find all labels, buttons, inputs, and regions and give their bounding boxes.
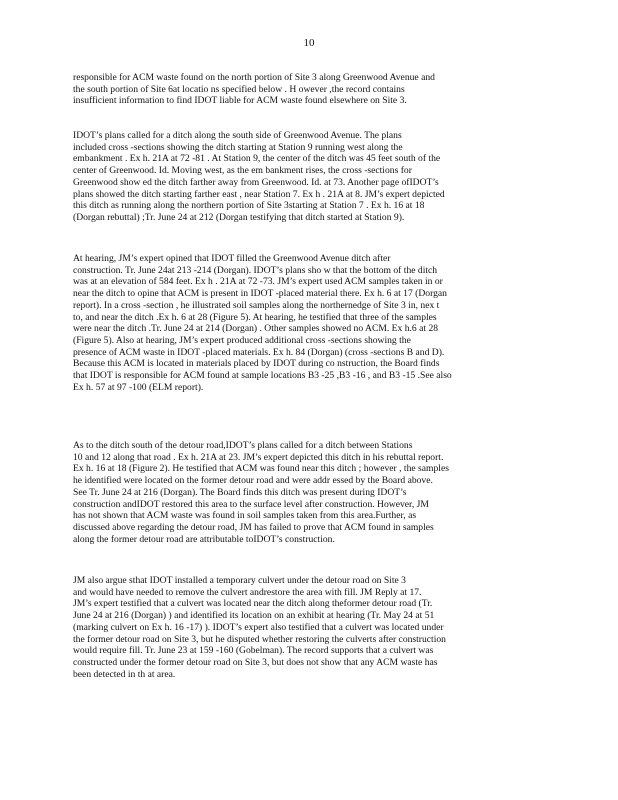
- paragraph-2: IDOT’s plans called for a ditch along the south side of Greenwood Avenue. The plans included cross -sections showing the ditch starting at Station 9 running west along the embankment . Ex h. 21A at 72 -81 . At Station 9, the center of the ditch was 45 feet south of the center of Greenwood. Id. Moving west, as the em bankment rises, the cross -sections for Greenwood show ed the ditch farther away from Greenwood. Id. at 73. Another page ofIDOT’s plans showed the ditch starting farther east , near Station 7. Ex h . 21A at 8. JM’s expert depicted this ditch as running along the northern portion of Site 3starting at Station 7 . Ex h. 16 at 18 (Dorgan rebuttal) ;Tr. June 24 at 212 (Dorgan testifying that ditch started at Station 9).: [73, 130, 445, 223]
- paragraph-3: At hearing, JM’s expert opined that IDOT filled the Greenwood Avenue ditch after construction. Tr. June 24at 213 -214 (Dorgan). IDOT’s plans sho w that the bottom of the ditch was at an elevation of 584 feet. Ex h . 21A at 72 -73. JM’s expert used ACM samples taken in or near the ditch to opine that ACM is present in IDOT -placed material there. Ex h. 6 at 17 (Dorgan report). In a cross -section , he illustrated soil samples along the northernedge of Site 3 in, nex t to, and near the ditch .Ex h. 6 at 28 (Figure 5). At hearing, he testified that three of the samples were near the ditch .Tr. June 24 at 214 (Dorgan) . Other samples showed no ACM. Ex h.6 at 28 (Figure 5). Also at hearing, JM’s expert produced additional cross -sections showing the presence of ACM waste in IDOT -placed materials. Ex h. 84 (Dorgan) (cross -sections B and D). Because this ACM is located in materials placed by IDOT during co nstruction, the Board finds that IDOT is responsible for ACM found at sample locations B3 -25 ,B3 -16 , and B3 -15 .See also Ex h. 57 at 97 -100 (ELM report).: [73, 253, 452, 393]
- paragraph-5: JM also argue sthat IDOT installed a temporary culvert under the detour road on Site 3 and would have needed to remove the culvert andrestore the area with fill. JM Reply at 17. JM’s expert testified that a culvert was located near the ditch along theformer detour road (Tr. June 24 at 216 (Dorgan) ) and identified its location on an exhibit at hearing (Tr. May 24 at 51 (marking culvert on Ex h. 16 -17) ). IDOT’s expert also testified that a culvert was located under the former detour road on Site 3, but he disputed whether restoring the culverts after construction would require fill. Tr. June 23 at 159 -160 (Gobelman). The record supports that a culvert was constructed under the former detour road on Site 3, but does not show that any ACM waste has been detected in th at area.: [73, 575, 446, 680]
- paragraph-1: responsible for ACM waste found on the north portion of Site 3 along Greenwood Avenue and the south portion of Site 6at locatio ns specified below . H owever ,the record contains insufficient information to find IDOT liable for ACM waste found elsewhere on Site 3.: [73, 72, 435, 107]
- page-number: 10: [303, 37, 315, 49]
- paragraph-4: As to the ditch south of the detour road,IDOT’s plans called for a ditch between Stations 10 and 12 along that road . Ex h. 21A at 23. JM’s expert depicted this ditch in his rebuttal report. Ex h. 16 at 18 (Figure 2). He testified that ACM was found near this ditch ; however , the samples he identified were located on the former detour road and were addr essed by the Board above. See Tr. June 24 at 216 (Dorgan). The Board finds this ditch was present during IDOT’s construction andIDOT restored this area to the surface level after construction. However, JM has not shown that ACM waste was found in soil samples taken from this area.Further, as discussed above regarding the detour road, JM has failed to prove that ACM found in samples along the former detour road are attributable toIDOT’s construction.: [73, 440, 449, 545]
